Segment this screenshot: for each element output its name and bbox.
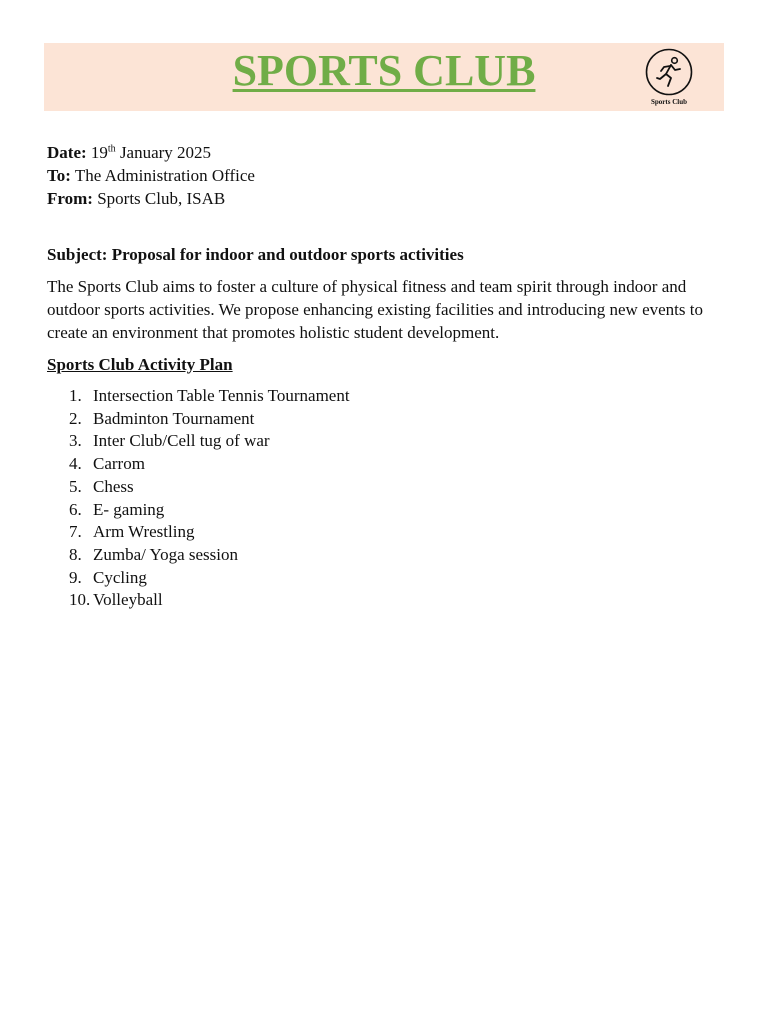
list-item-text: Cycling	[93, 567, 147, 587]
date-day: 19	[90, 143, 108, 162]
memo-meta	[47, 141, 255, 210]
list-number: 9.	[69, 567, 82, 587]
list-item	[47, 408, 350, 431]
from-value: Sports Club, ISAB	[97, 189, 226, 208]
plan-heading: Sports Club Activity Plan	[47, 355, 233, 374]
list-item	[47, 544, 350, 567]
to-line	[47, 164, 255, 187]
list-item-text: Chess	[93, 476, 134, 496]
list-item	[47, 567, 350, 590]
date-label: Date:	[47, 143, 87, 162]
list-item	[47, 476, 350, 499]
list-item	[47, 453, 350, 476]
list-item-text: Carrom	[93, 454, 145, 474]
list-item	[47, 589, 350, 612]
list-item	[47, 499, 350, 522]
list-item	[47, 385, 350, 408]
to-value: The Administration Office	[74, 166, 255, 185]
date-rest: January 2025	[119, 143, 212, 162]
list-item-text: Inter Club/Cell tug of war	[93, 431, 270, 451]
list-number: 10.	[69, 590, 91, 610]
list-number: 7.	[69, 522, 82, 542]
list-number: 4.	[69, 454, 82, 474]
date-line	[47, 141, 255, 164]
list-item	[47, 430, 350, 453]
subject-line: Subject: Proposal for indoor and outdoor sports activities	[47, 245, 464, 264]
list-number: 5.	[69, 476, 82, 496]
list-number: 2.	[69, 408, 82, 428]
date-suffix: th	[107, 143, 116, 155]
list-number: 3.	[69, 431, 82, 451]
page-title: SPORTS CLUB	[232, 46, 536, 95]
running-person-icon	[645, 48, 693, 96]
list-number: 8.	[69, 544, 82, 564]
from-line	[47, 187, 255, 210]
list-item-text: Arm Wrestling	[93, 522, 195, 542]
list-item	[47, 521, 350, 544]
to-label: To:	[47, 166, 71, 185]
sports-club-logo	[642, 48, 696, 108]
from-label: From:	[47, 189, 93, 208]
list-item-text: Badminton Tournament	[93, 408, 255, 428]
list-item-text: Intersection Table Tennis Tournament	[93, 386, 350, 405]
intro-paragraph: The Sports Club aims to foster a culture of physical fitness and team spirit through indoor and outdoor sports activities. We propose enhancing existing facilities and introducing new events to create an environment that promotes holistic student development.	[47, 277, 703, 342]
header-band	[44, 43, 724, 111]
list-number: 6.	[69, 499, 82, 519]
activity-list	[47, 385, 350, 612]
list-number: 1.	[69, 386, 82, 405]
logo-text: Sports Club	[651, 98, 687, 106]
list-item-text: E- gaming	[93, 499, 165, 519]
list-item-text: Zumba/ Yoga session	[93, 544, 238, 564]
list-item-text: Volleyball	[93, 590, 163, 610]
